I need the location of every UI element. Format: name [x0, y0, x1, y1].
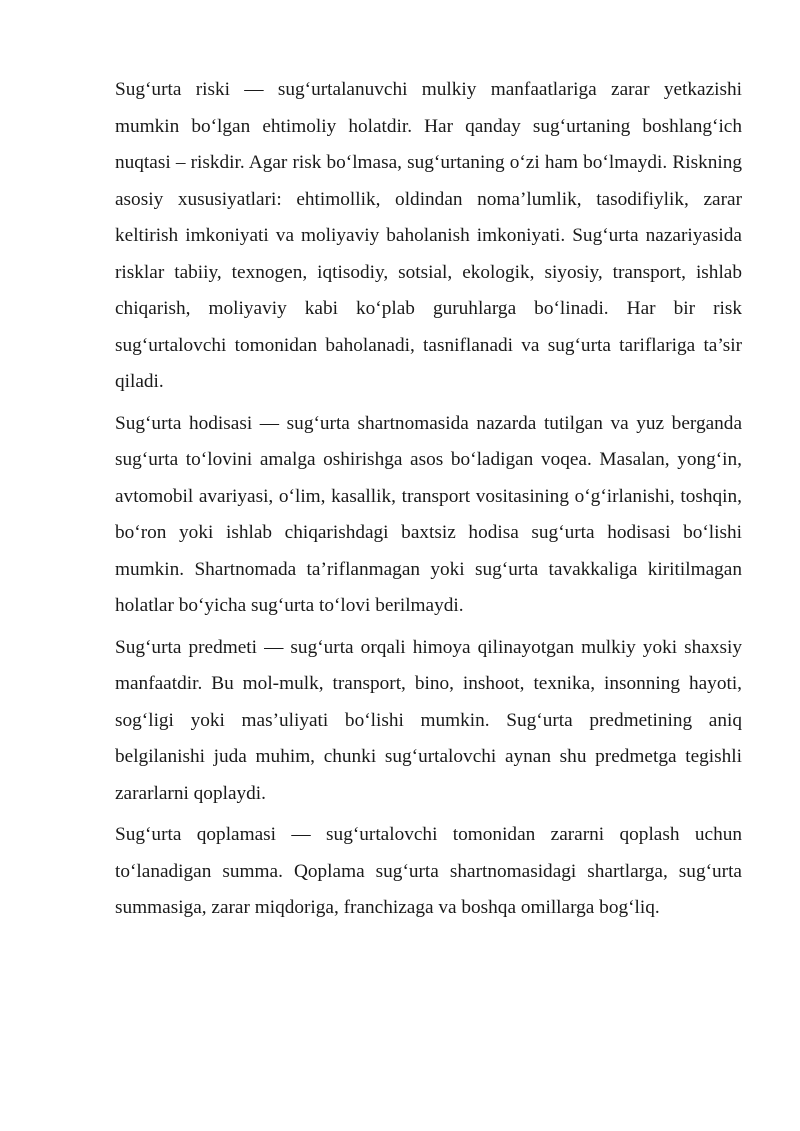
paragraph-insurance-risk: Sug‘urta riski — sug‘urtalanuvchi mulkiy manfaatlariga zarar yetkazishi mumkin bo‘lgan ehtimoliy holatdir. Har qanday sug‘urtaning boshlang‘ich nuqtasi – riskdir. Agar risk bo‘lmasa, sug‘urtaning o‘zi ham bo‘lmaydi. Riskning asosiy xususiyatlari: ehtimollik, oldindan noma’lumlik, tasodifiylik, zarar keltirish imkoniyati va moliyaviy baholanish imkoniyati. Sug‘urta nazariyasida risklar tabiiy, texnogen, iqtisodiy, sotsial, ekologik, siyosiy, transport, ishlab chiqarish, moliyaviy kabi ko‘plab guruhlarga bo‘linadi. Har bir risk sug‘urtalovchi tomonidan baholanadi, tasniflanadi va sug‘urta tariflariga ta’sir qiladi.: [115, 79, 742, 392]
paragraph-insurance-subject: Sug‘urta predmeti — sug‘urta orqali himoya qilinayotgan mulkiy yoki shaxsiy manfaatdir. Bu mol-mulk, transport, bino, inshoot, texnika, insonning hayoti, sog‘ligi yoki mas’uliyati bo‘lishi mumkin. Sug‘urta predmetining aniq belgilanishi juda muhim, chunki sug‘urtalovchi aynan shu predmetga tegishli zararlarni qoplaydi.: [115, 636, 742, 804]
paragraph-insurance-coverage: Sug‘urta qoplamasi — sug‘urtalovchi tomonidan zararni qoplash uchun to‘lanadigan summa. Qoplama sug‘urta shartnomasidagi shartlarga, sug‘urta summasiga, zarar miqdoriga, franchizaga va boshqa omillarga bog‘liq.: [115, 824, 742, 918]
document-page: [115, 72, 742, 932]
paragraph-insurance-event: Sug‘urta hodisasi — sug‘urta shartnomasida nazarda tutilgan va yuz berganda sug‘urta to‘lovini amalga oshirishga asos bo‘ladigan voqea. Masalan, yong‘in, avtomobil avariyasi, o‘lim, kasallik, transport vositasining o‘g‘irlanishi, toshqin, bo‘ron yoki ishlab chiqarishdagi baxtsiz hodisa sug‘urta hodisasi bo‘lishi mumkin. Shartnomada ta’riflanmagan yoki sug‘urta tavakkaliga kiritilmagan holatlar bo‘yicha sug‘urta to‘lovi berilmaydi.: [115, 412, 742, 616]
